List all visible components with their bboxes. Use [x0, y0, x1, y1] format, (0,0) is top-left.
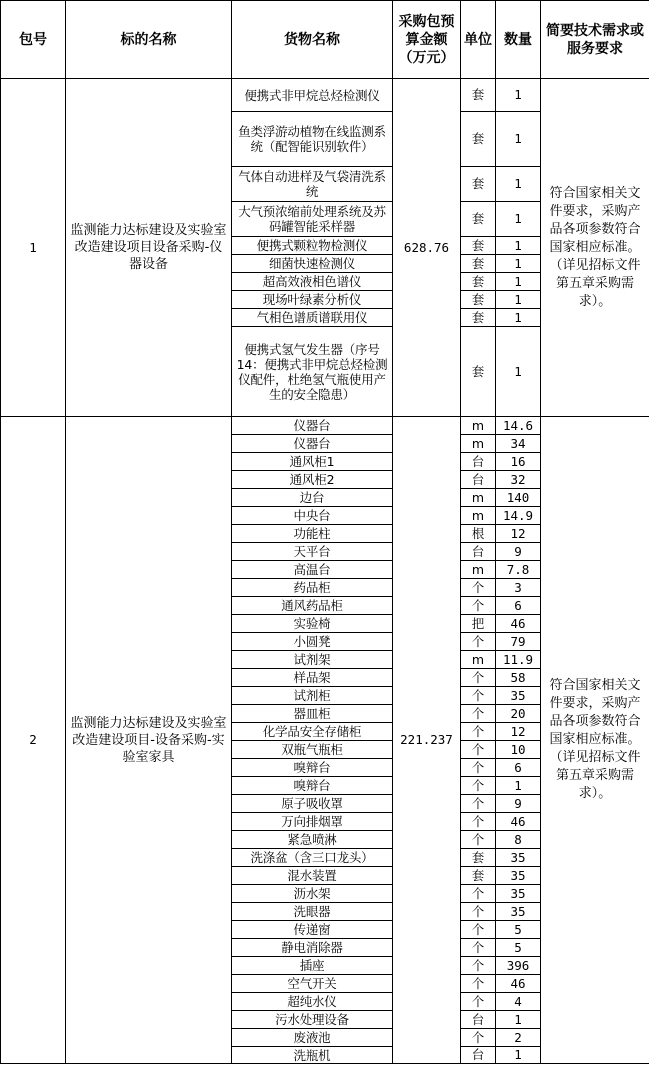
unit: 把 [461, 615, 496, 633]
quantity: 1 [496, 79, 541, 112]
quantity: 35 [496, 849, 541, 867]
goods-name [232, 167, 393, 202]
package-budget: 221.237 [393, 417, 461, 1064]
quantity: 79 [496, 633, 541, 651]
quantity: 6 [496, 597, 541, 615]
goods-name [232, 705, 393, 723]
unit: 根 [461, 525, 496, 543]
quantity: 7.8 [496, 561, 541, 579]
goods-name [232, 435, 393, 453]
goods-name-text: 嗅辩台 [293, 760, 331, 775]
goods-name-text: 原子吸收罩 [281, 796, 343, 811]
goods-name-text: 天平台 [293, 544, 331, 559]
quantity: 1 [496, 1047, 541, 1064]
goods-name [232, 759, 393, 777]
unit: m [461, 651, 496, 669]
quantity: 11.9 [496, 651, 541, 669]
goods-name [232, 795, 393, 813]
goods-name [232, 651, 393, 669]
goods-name-text: 超纯水仪 [287, 994, 337, 1009]
goods-name-text: 仪器台 [293, 418, 331, 433]
unit: 个 [461, 795, 496, 813]
goods-name [232, 939, 393, 957]
unit: 台 [461, 453, 496, 471]
goods-name [232, 597, 393, 615]
goods-name-text: 混水装置 [287, 868, 337, 883]
goods-name-text: 气相色谱质谱联用仪 [256, 310, 368, 325]
goods-name [232, 813, 393, 831]
unit: 个 [461, 939, 496, 957]
goods-name-text: 便携式氢气发生器（序号14：便携式非甲烷总烃检测仪配件，杜绝氢气瓶使用产生的安全隐患） [236, 341, 388, 402]
goods-name [232, 79, 393, 112]
unit: 套 [461, 309, 496, 327]
goods-name [232, 633, 393, 651]
header-unit: 单位 [461, 1, 496, 79]
quantity: 12 [496, 723, 541, 741]
goods-name-text: 静电消除器 [281, 940, 343, 955]
unit: 个 [461, 813, 496, 831]
quantity: 8 [496, 831, 541, 849]
lot-name-text: 监测能力达标建设及实验室改造建设项目-设备采购-实验室家具 [70, 715, 227, 765]
unit: m [461, 489, 496, 507]
quantity: 16 [496, 453, 541, 471]
goods-name-text: 空气开关 [287, 976, 337, 991]
lot-name-text: 监测能力达标建设及实验室改造建设项目设备采购-仪器设备 [70, 223, 227, 272]
goods-name-text: 仪器台 [293, 436, 331, 451]
unit: 个 [461, 777, 496, 795]
unit: 个 [461, 597, 496, 615]
goods-name [232, 273, 393, 291]
goods-name-text: 化学品安全存储柜 [262, 724, 362, 739]
goods-name-text: 样品架 [293, 670, 331, 685]
goods-name-text: 通风药品柜 [281, 598, 343, 613]
goods-name-text: 嗅辩台 [293, 778, 331, 793]
goods-name-text: 洗眼器 [293, 904, 331, 919]
quantity: 5 [496, 939, 541, 957]
goods-name-text: 现场叶绿素分析仪 [262, 292, 362, 307]
unit: 个 [461, 1029, 496, 1047]
goods-name [232, 112, 393, 167]
goods-name [232, 687, 393, 705]
goods-name-text: 边台 [299, 490, 325, 505]
quantity: 35 [496, 903, 541, 921]
goods-name [232, 849, 393, 867]
unit: m [461, 417, 496, 435]
goods-name [232, 957, 393, 975]
unit: 个 [461, 957, 496, 975]
goods-name-text: 试剂架 [293, 652, 331, 667]
quantity: 14.9 [496, 507, 541, 525]
goods-name [232, 903, 393, 921]
quantity: 1 [496, 112, 541, 167]
unit: 个 [461, 633, 496, 651]
quantity: 9 [496, 543, 541, 561]
unit: m [461, 561, 496, 579]
quantity: 12 [496, 525, 541, 543]
quantity: 1 [496, 202, 541, 237]
quantity: 6 [496, 759, 541, 777]
quantity: 4 [496, 993, 541, 1011]
quantity: 9 [496, 795, 541, 813]
goods-name [232, 975, 393, 993]
header-goods-name: 货物名称 [232, 1, 393, 79]
goods-name-text: 万向排烟罩 [281, 814, 343, 829]
goods-name-text: 污水处理设备 [275, 1012, 349, 1027]
quantity: 14.6 [496, 417, 541, 435]
quantity: 34 [496, 435, 541, 453]
goods-name-text: 气体自动进样及气袋清洗系统 [238, 169, 386, 199]
header-budget: 采购包预算金额（万元） [393, 1, 461, 79]
goods-name [232, 1029, 393, 1047]
quantity: 5 [496, 921, 541, 939]
goods-name [232, 327, 393, 417]
requirement-text: 符合国家相关文件要求，采购产品各项参数符合国家相应标准。（详见招标文件第五章采购需求）。 [549, 185, 641, 309]
unit: 套 [461, 167, 496, 202]
requirement-text: 符合国家相关文件要求，采购产品各项参数符合国家相应标准。（详见招标文件第五章采购需求）。 [549, 678, 641, 801]
table-row [1, 417, 649, 435]
unit: 台 [461, 1047, 496, 1064]
unit: 套 [461, 79, 496, 112]
goods-name [232, 1047, 393, 1064]
goods-name-text: 双瓶气瓶柜 [281, 742, 343, 757]
goods-name-text: 通风柜2 [289, 472, 335, 487]
goods-name-text: 便携式颗粒物检测仪 [256, 238, 368, 253]
goods-name [232, 1011, 393, 1029]
goods-name-text: 便携式非甲烷总烃检测仪 [244, 87, 380, 103]
unit: 套 [461, 202, 496, 237]
goods-name [232, 543, 393, 561]
unit: 套 [461, 255, 496, 273]
unit: 个 [461, 975, 496, 993]
unit: 台 [461, 1011, 496, 1029]
goods-name [232, 921, 393, 939]
unit: 个 [461, 921, 496, 939]
goods-name-text: 插座 [299, 958, 325, 973]
unit: 个 [461, 723, 496, 741]
goods-name-text: 中央台 [293, 508, 331, 523]
goods-name [232, 255, 393, 273]
goods-name-text: 洗瓶机 [293, 1047, 331, 1063]
goods-name-text: 功能柱 [293, 526, 331, 541]
quantity: 1 [496, 291, 541, 309]
header-quantity: 数量 [496, 1, 541, 79]
goods-name [232, 669, 393, 687]
goods-name [232, 561, 393, 579]
quantity: 20 [496, 705, 541, 723]
unit: 个 [461, 759, 496, 777]
goods-name-text: 大气预浓缩前处理系统及苏码罐智能采样器 [238, 204, 386, 234]
goods-name [232, 309, 393, 327]
goods-name-text: 洗涤盆（含三口龙头） [250, 850, 374, 865]
unit: 个 [461, 669, 496, 687]
unit: m [461, 435, 496, 453]
goods-name [232, 885, 393, 903]
requirement [541, 79, 649, 417]
table-row [1, 79, 649, 112]
unit: 套 [461, 112, 496, 167]
unit: 个 [461, 705, 496, 723]
unit: 套 [461, 867, 496, 885]
goods-name [232, 453, 393, 471]
quantity: 46 [496, 615, 541, 633]
goods-name-text: 器皿柜 [293, 706, 331, 721]
unit: 套 [461, 273, 496, 291]
quantity: 1 [496, 1011, 541, 1029]
goods-name [232, 291, 393, 309]
quantity: 1 [496, 167, 541, 202]
goods-name [232, 867, 393, 885]
goods-name-text: 沥水架 [293, 886, 331, 901]
goods-name-text: 紧急喷淋 [287, 832, 337, 847]
goods-name-text: 小圆凳 [293, 634, 331, 649]
header-lot-name: 标的名称 [66, 1, 232, 79]
goods-name-text: 细菌快速检测仪 [268, 256, 356, 271]
goods-name [232, 993, 393, 1011]
lot-name [66, 79, 232, 417]
goods-name [232, 723, 393, 741]
goods-name [232, 237, 393, 255]
unit: 个 [461, 579, 496, 597]
quantity: 35 [496, 687, 541, 705]
quantity: 10 [496, 741, 541, 759]
quantity: 46 [496, 975, 541, 993]
goods-name [232, 202, 393, 237]
quantity: 2 [496, 1029, 541, 1047]
goods-name-text: 实验椅 [293, 616, 331, 631]
quantity: 35 [496, 867, 541, 885]
unit: 个 [461, 903, 496, 921]
goods-name [232, 777, 393, 795]
goods-name [232, 615, 393, 633]
unit: 套 [461, 327, 496, 417]
header-package-no: 包号 [1, 1, 66, 79]
quantity: 1 [496, 237, 541, 255]
quantity: 140 [496, 489, 541, 507]
goods-name-text: 废液池 [293, 1030, 331, 1045]
unit: 个 [461, 993, 496, 1011]
lot-name [66, 417, 232, 1064]
goods-name [232, 741, 393, 759]
goods-name [232, 471, 393, 489]
unit: 套 [461, 291, 496, 309]
quantity: 1 [496, 309, 541, 327]
unit: 台 [461, 471, 496, 489]
unit: 台 [461, 543, 496, 561]
unit: 个 [461, 831, 496, 849]
goods-name-text: 超高效液相色谱仪 [262, 274, 362, 289]
quantity: 1 [496, 777, 541, 795]
goods-name [232, 831, 393, 849]
goods-name-text: 高温台 [293, 562, 331, 577]
goods-name [232, 579, 393, 597]
goods-name [232, 417, 393, 435]
goods-name-text: 药品柜 [293, 580, 331, 595]
unit: m [461, 507, 496, 525]
quantity: 1 [496, 255, 541, 273]
unit: 套 [461, 237, 496, 255]
goods-name [232, 507, 393, 525]
quantity: 396 [496, 957, 541, 975]
package-number: 2 [1, 417, 66, 1064]
quantity: 3 [496, 579, 541, 597]
quantity: 35 [496, 885, 541, 903]
quantity: 1 [496, 327, 541, 417]
goods-name-text: 传递窗 [293, 922, 331, 937]
unit: 个 [461, 741, 496, 759]
goods-name-text: 试剂柜 [293, 688, 331, 703]
package-number: 1 [1, 79, 66, 417]
quantity: 46 [496, 813, 541, 831]
goods-name [232, 525, 393, 543]
goods-name-text: 鱼类浮游动植物在线监测系统（配智能识别软件） [238, 124, 386, 154]
package-budget: 628.76 [393, 79, 461, 417]
unit: 套 [461, 849, 496, 867]
unit: 个 [461, 687, 496, 705]
requirement [541, 417, 649, 1064]
goods-name-text: 通风柜1 [289, 454, 335, 469]
quantity: 32 [496, 471, 541, 489]
quantity: 1 [496, 273, 541, 291]
header-requirement: 简要技术需求或服务要求 [541, 1, 649, 79]
unit: 个 [461, 885, 496, 903]
header-row [1, 1, 649, 79]
quantity: 58 [496, 669, 541, 687]
goods-name [232, 489, 393, 507]
